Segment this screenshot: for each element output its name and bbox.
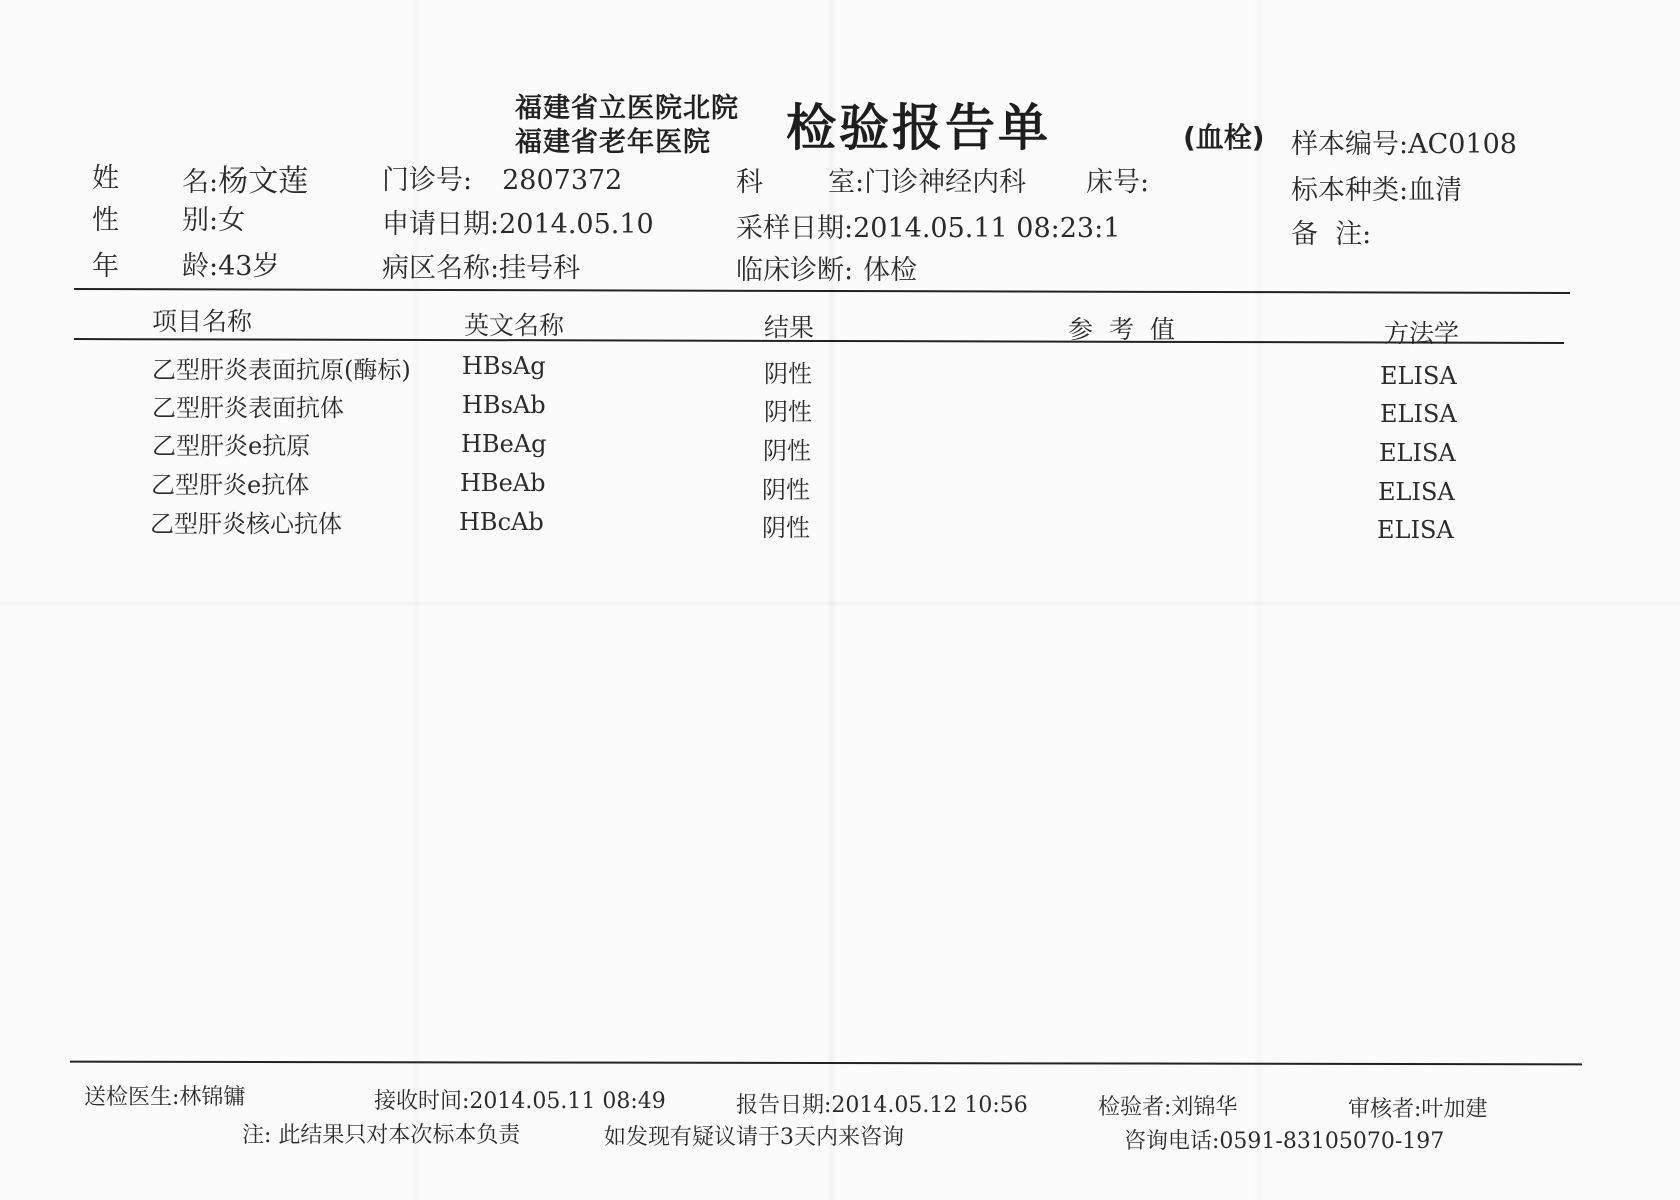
patient-name-value: 杨文莲: [218, 164, 309, 199]
reviewer-value: 叶加建: [1421, 1097, 1488, 1122]
ward-value: 挂号科: [499, 253, 581, 284]
ward-field: [382, 246, 580, 285]
phone-field: [1124, 1124, 1444, 1155]
specimen-type-field: [1291, 168, 1462, 207]
result-cell: 阴性: [762, 476, 810, 504]
english-name-cell: HBeAb: [460, 469, 546, 497]
col-header-reference: 参 考 值: [1068, 315, 1179, 344]
english-name-cell: HBsAg: [462, 352, 546, 380]
patient-sex-value: 女: [218, 205, 246, 236]
sample-number-value: AC0108: [1408, 129, 1517, 160]
ward-label: 病区名称:: [382, 253, 500, 284]
remark-field: [1291, 212, 1371, 251]
outpatient-number-field: [382, 158, 622, 197]
department-value: 门诊神经内科: [864, 167, 1027, 198]
col-header-english-name: 英文名称: [464, 311, 565, 340]
report-kind: (血栓): [1183, 121, 1265, 154]
bed-field: [1086, 160, 1149, 199]
report-title: 检验报告单: [786, 99, 1051, 157]
patient-sex-field: [182, 198, 245, 237]
col-header-result: 结果: [764, 313, 815, 342]
received-time-value: 2014.05.11 08:49: [469, 1089, 666, 1114]
english-name-cell: HBcAb: [459, 508, 544, 536]
footer-rule: [70, 1061, 1582, 1066]
sample-date-field: [736, 206, 1120, 245]
name-label-part2: 名:: [182, 167, 219, 198]
table-header-rule: [74, 338, 1564, 344]
apply-date-label: 申请日期:: [382, 209, 500, 240]
item-name-cell: 乙型肝炎e抗原: [152, 432, 311, 460]
english-name-cell: HBeAg: [461, 430, 547, 458]
item-name-cell: 乙型肝炎表面抗原(酶标): [152, 356, 411, 384]
report-date-field: [736, 1088, 1028, 1119]
liability-note: 注: 此结果只对本次标本负责: [242, 1123, 521, 1148]
result-cell: 阴性: [764, 360, 812, 388]
sample-date-value: 2014.05.11 08:23:1: [853, 213, 1121, 244]
tester-field: [1098, 1090, 1237, 1121]
patient-age-value: 43岁: [218, 251, 280, 282]
tester-label: 检验者:: [1098, 1095, 1172, 1120]
age-label-part2: 龄:: [182, 251, 219, 282]
phone-label: 咨询电话:: [1124, 1129, 1220, 1154]
method-cell: ELISA: [1380, 400, 1457, 428]
result-cell: 阴性: [763, 437, 811, 465]
tester-value: 刘锦华: [1171, 1095, 1238, 1120]
outpatient-number-label: 门诊号:: [382, 165, 473, 196]
diagnosis-field: [736, 248, 917, 287]
outpatient-number-value: 2807372: [502, 165, 623, 196]
age-label-part1: 年: [92, 251, 119, 282]
specimen-type-value: 血清: [1408, 175, 1463, 206]
sex-label-part2: 别:: [182, 205, 219, 236]
phone-value: 0591-83105070-197: [1219, 1129, 1445, 1154]
english-name-cell: HBsAb: [462, 391, 546, 419]
sex-label-part1: 性: [92, 205, 119, 236]
bed-label: 床号:: [1086, 167, 1150, 198]
method-cell: ELISA: [1380, 362, 1457, 390]
name-label-part1: 姓: [92, 163, 119, 194]
sample-date-label: 采样日期:: [736, 213, 854, 244]
department-label-part2: 室:: [828, 167, 865, 198]
sending-doctor-value: 林锦镛: [179, 1085, 246, 1110]
reviewer-label: 审核者:: [1348, 1097, 1422, 1122]
sending-doctor-label: 送检医生:: [84, 1085, 180, 1110]
item-name-cell: 乙型肝炎核心抗体: [150, 510, 342, 538]
col-header-item-name: 项目名称: [152, 307, 253, 336]
query-note: 如发现有疑议请于3天内来咨询: [604, 1125, 904, 1150]
received-time-field: [374, 1084, 666, 1115]
received-time-label: 接收时间:: [374, 1089, 470, 1114]
method-cell: ELISA: [1379, 439, 1456, 467]
method-cell: ELISA: [1378, 478, 1455, 506]
apply-date-value: 2014.05.10: [499, 209, 654, 240]
remark-label: 备 注:: [1291, 219, 1372, 250]
hospital-name-line2: 福建省老年医院: [515, 127, 711, 158]
specimen-type-label: 标本种类:: [1291, 175, 1409, 206]
diagnosis-value: 体检: [863, 255, 918, 286]
report-date-label: 报告日期:: [736, 1093, 832, 1118]
patient-name-field: [182, 156, 308, 200]
department-label-part1: 科: [736, 167, 763, 198]
department-field: [828, 160, 1026, 199]
sample-number-field: [1291, 122, 1517, 161]
item-name-cell: 乙型肝炎表面抗体: [152, 394, 344, 422]
apply-date-field: [382, 202, 654, 241]
item-name-cell: 乙型肝炎e抗体: [151, 471, 310, 499]
table-top-rule: [74, 288, 1570, 294]
sample-number-label: 样本编号:: [1291, 129, 1409, 160]
patient-age-field: [182, 244, 279, 283]
sending-doctor-field: [84, 1080, 245, 1111]
reviewer-field: [1348, 1092, 1487, 1123]
method-cell: ELISA: [1377, 516, 1454, 544]
col-header-method: 方法学: [1384, 319, 1460, 348]
report-date-value: 2014.05.12 10:56: [831, 1093, 1028, 1118]
result-cell: 阴性: [762, 514, 810, 542]
diagnosis-label: 临床诊断:: [736, 255, 854, 286]
result-cell: 阴性: [764, 398, 812, 426]
hospital-name-line1: 福建省立医院北院: [515, 93, 739, 124]
